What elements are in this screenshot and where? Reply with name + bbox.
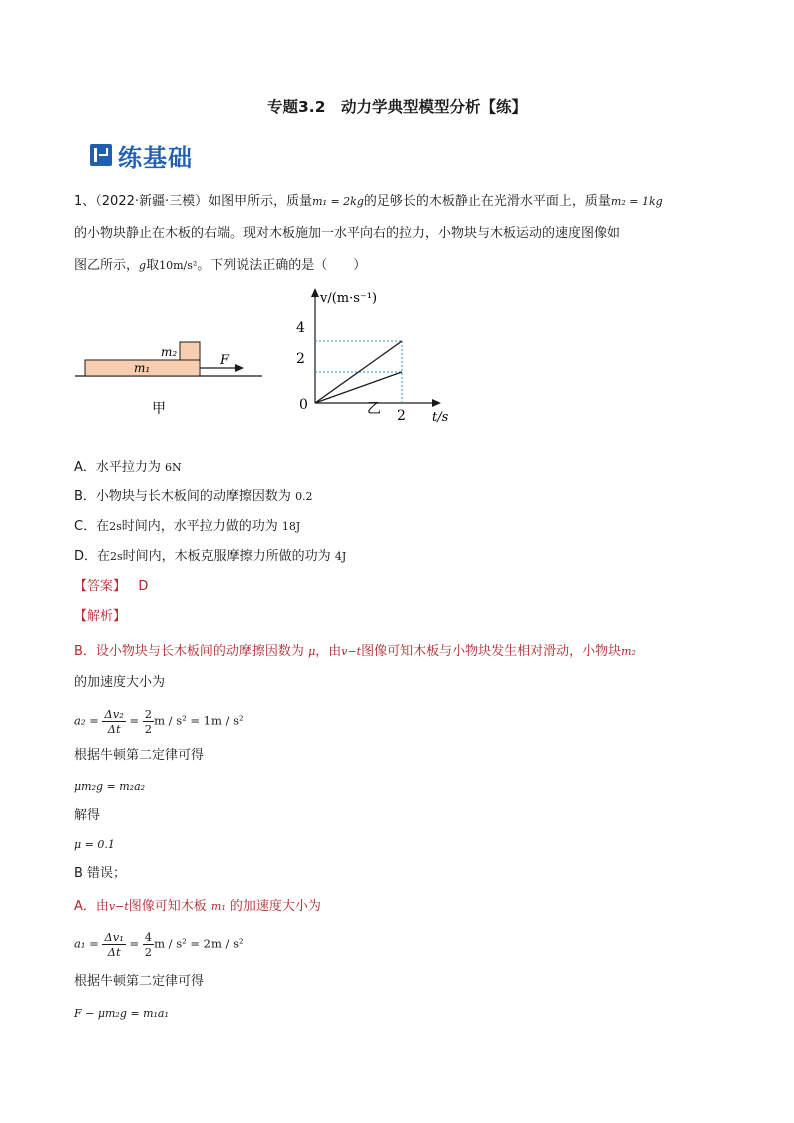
x-tick-2: 2 xyxy=(397,408,406,424)
force-label: F xyxy=(220,353,230,368)
question-text: 取 xyxy=(146,258,160,273)
analysis-text: 的加速度大小为 xyxy=(229,899,321,914)
option-time: 2s xyxy=(109,520,122,533)
analysis-text: B．设小物块与长木板间的动摩擦因数为 xyxy=(74,644,304,659)
eq-rhs: m / s² = 1m / s² xyxy=(154,713,244,728)
question-line-3 xyxy=(74,257,366,275)
series-line-1 xyxy=(315,372,402,403)
denominator: 2 xyxy=(144,945,153,959)
analysis-b-line-1 xyxy=(74,643,636,661)
x-axis-arrow xyxy=(432,399,441,407)
force-arrow-head xyxy=(235,364,244,372)
page-title: 专题3.2 动力学典型模型分析【练】 xyxy=(267,98,527,116)
book-icon xyxy=(90,144,112,166)
x-axis-label: t/s xyxy=(432,410,449,425)
equation-a2 xyxy=(74,707,244,736)
option-c xyxy=(74,518,300,536)
m2-label: m₂ xyxy=(161,345,178,359)
answer-value: D xyxy=(138,579,149,594)
y-tick-4: 4 xyxy=(296,320,305,336)
option-value: 6N xyxy=(165,461,182,474)
formula-vt: v−t xyxy=(108,900,129,913)
formula-vt: v−t xyxy=(341,645,362,658)
equation-a1 xyxy=(74,930,244,959)
option-value: 4J xyxy=(334,550,347,563)
section-banner xyxy=(90,138,193,172)
eq-sign: = xyxy=(129,713,140,728)
analysis-text: A．由 xyxy=(74,899,109,914)
b-wrong-line: B 错误； xyxy=(74,866,127,881)
option-a xyxy=(74,459,182,477)
equation-force: F − μm₂g = m₁a₁ xyxy=(74,1007,169,1020)
formula-g: g xyxy=(139,259,147,272)
eq-rhs: m / s² = 2m / s² xyxy=(154,936,244,951)
fraction xyxy=(143,930,154,959)
analysis-text: 图像可知木板 xyxy=(128,899,207,914)
formula-mu: μ xyxy=(308,645,316,658)
numerator: Δv₂ xyxy=(104,707,124,721)
eq-sign: = xyxy=(129,936,140,951)
option-text: A．水平拉力为 xyxy=(74,460,161,475)
option-value: 18J xyxy=(281,520,301,533)
option-b xyxy=(74,488,313,506)
option-text: 时间内，木板克服摩擦力所做的功为 xyxy=(122,549,331,564)
block-m2 xyxy=(180,342,200,360)
option-value: 0.2 xyxy=(295,490,313,503)
answer-line xyxy=(74,578,148,596)
formula-m2: m₂ = 1kg xyxy=(610,195,663,208)
figure xyxy=(70,282,470,452)
analysis-text: ，由 xyxy=(315,644,342,659)
y-tick-2: 2 xyxy=(296,351,305,367)
denominator: Δt xyxy=(107,945,121,959)
answer-label: 【答案】 xyxy=(74,579,127,594)
option-text: B．小物块与长木板间的动摩擦因数为 xyxy=(74,489,291,504)
y-axis-label: v/(m·s⁻¹) xyxy=(320,291,378,306)
fraction xyxy=(143,707,154,736)
formula-m1: m₁ xyxy=(210,900,226,913)
analysis-a-line-1 xyxy=(74,898,321,916)
question-text: 图乙所示， xyxy=(74,258,140,273)
m1-label: m₁ xyxy=(134,361,151,375)
question-line-1 xyxy=(74,193,663,211)
denominator: 2 xyxy=(144,722,153,736)
formula-gval: 10m/s² xyxy=(159,259,198,272)
fraction xyxy=(102,930,125,959)
question-text: 1、（2022·新疆·三模）如图甲所示，质量 xyxy=(74,194,313,209)
question-text: 。下列说法正确的是（ ） xyxy=(197,258,367,273)
numerator: 2 xyxy=(144,707,153,721)
analysis-text: 图像可知木板与小物块发生相对滑动，小物块 xyxy=(361,644,622,659)
y-axis-arrow xyxy=(311,288,319,297)
formula-m1: m₁ = 2kg xyxy=(312,195,364,208)
option-text: D．在 xyxy=(74,549,111,564)
numerator: 4 xyxy=(144,930,153,944)
numerator: Δv₁ xyxy=(104,930,124,944)
analysis-label: 【解析】 xyxy=(74,609,127,624)
option-time: 2s xyxy=(110,550,123,563)
option-text: C．在 xyxy=(74,519,110,534)
analysis-b-line-2: 的加速度大小为 xyxy=(74,675,166,690)
equation-mu: μ = 0.1 xyxy=(74,838,115,851)
newton-line-2: 根据牛顿第二定律可得 xyxy=(74,974,205,989)
equation-friction: μm₂g = m₂a₂ xyxy=(74,780,146,793)
option-d xyxy=(74,548,346,566)
formula-m2: m₂ xyxy=(621,645,636,658)
option-text: 时间内，水平拉力做的功为 xyxy=(121,519,278,534)
question-line-2: 的小物块静止在木板的右端。现对木板施加一水平向右的拉力，小物块与木板运动的速度图像如 xyxy=(74,226,621,241)
eq-lhs: a₂ = xyxy=(74,713,99,728)
origin-label: 0 xyxy=(299,397,308,413)
question-text: 的足够长的木板静止在光滑水平面上，质量 xyxy=(363,194,611,209)
section-banner-label: 练基础 xyxy=(118,143,193,172)
jia-label: 甲 xyxy=(152,401,166,417)
solve-line: 解得 xyxy=(74,808,101,823)
denominator: Δt xyxy=(107,722,121,736)
yi-label: 乙 xyxy=(367,401,381,417)
fraction xyxy=(102,707,125,736)
newton-line-1: 根据牛顿第二定律可得 xyxy=(74,748,205,763)
eq-lhs: a₁ = xyxy=(74,936,99,951)
